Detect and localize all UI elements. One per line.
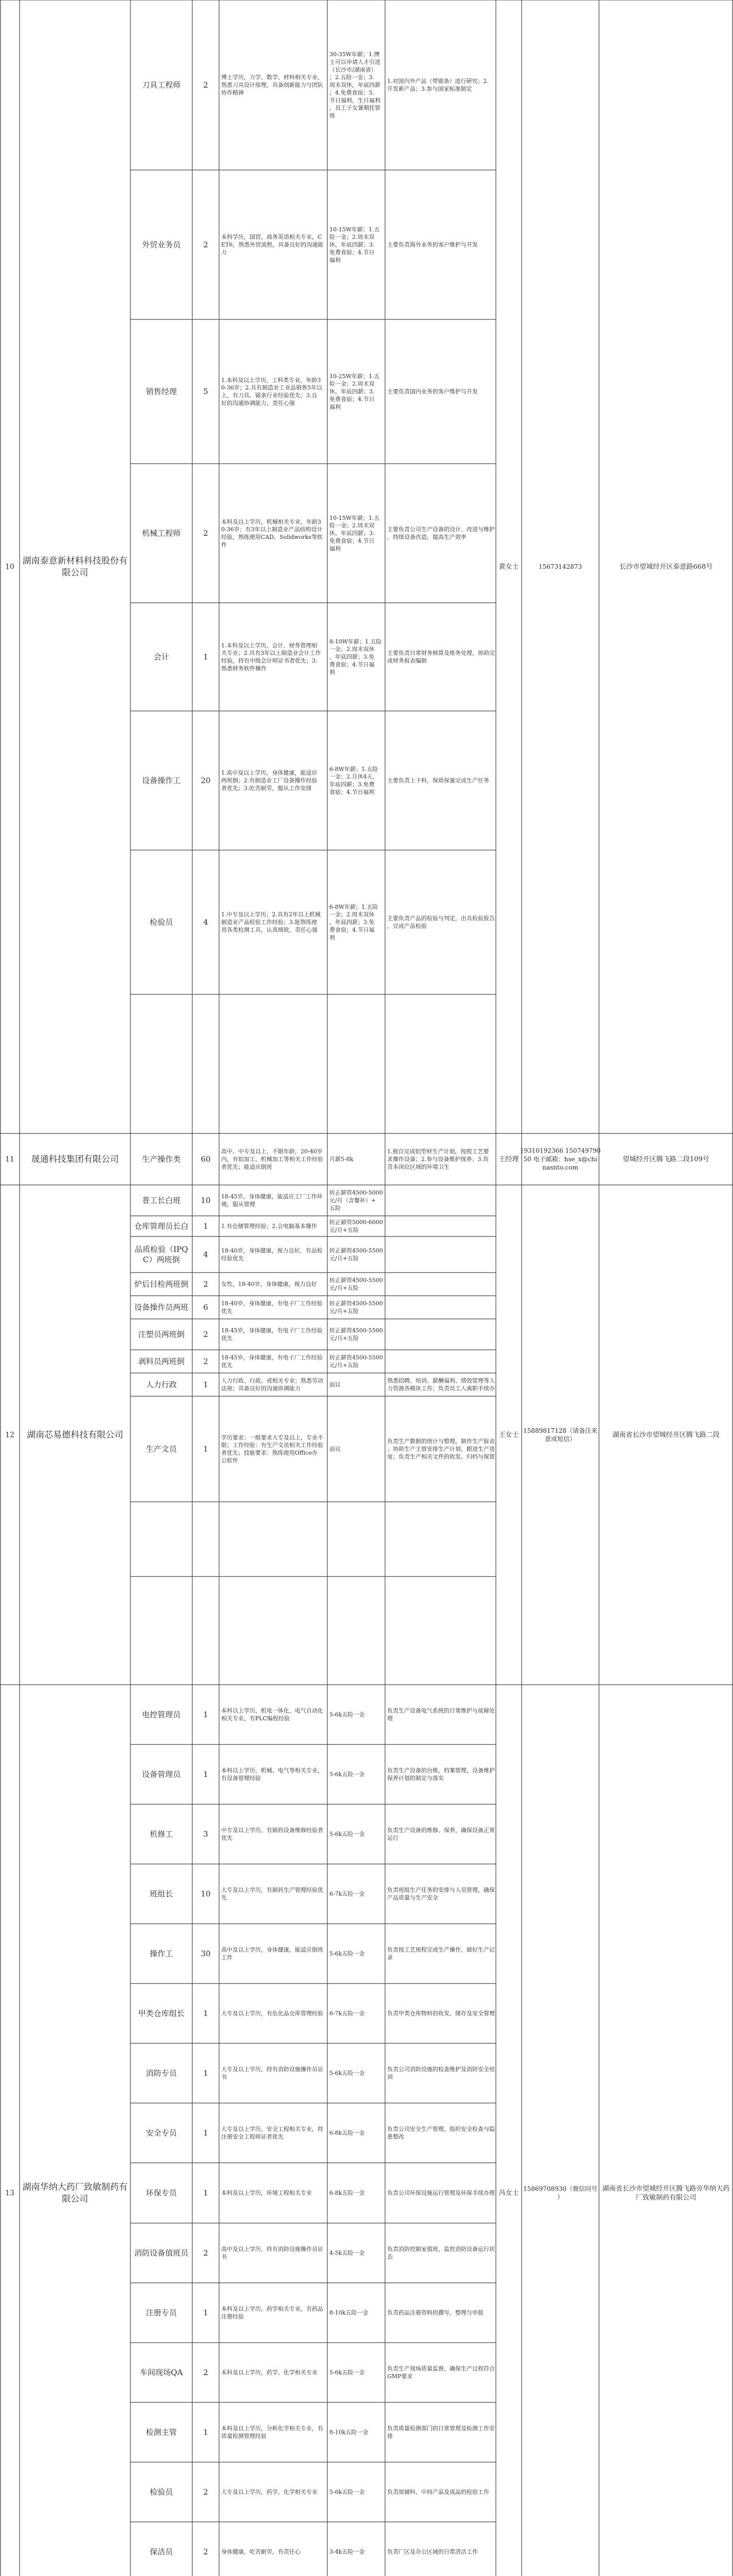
salary-benefits: 转正薪资4500-5500 元/月+五险: [329, 1277, 383, 1292]
headcount: 4: [203, 1249, 208, 1259]
job-duties: 负责班组生产任务的安排与人员管理，确保产品质量与生产安全: [387, 1887, 495, 1901]
job-duties: 负责按工艺规程完成生产操作，做好生产记录: [387, 1946, 495, 1961]
salary-benefits: 转正薪资4500-5500 元/月+五险: [329, 1354, 383, 1369]
salary-benefits: 10-25W年薪；1.五险一金；2.周末双休，年底四薪；3.免费食宿；4.节日福利: [329, 372, 380, 411]
headcount: 10: [201, 1195, 211, 1205]
company-name: 湖南泰意新材料科技股份有限公司: [22, 556, 128, 578]
job-title: 检验员: [149, 917, 173, 927]
job-title: 刀具工程师: [142, 80, 181, 90]
headcount: 1: [203, 1221, 208, 1231]
headcount: 2: [203, 528, 208, 538]
job-title: 销售经理: [145, 386, 177, 396]
job-title: 环保专员: [145, 2188, 177, 2198]
headcount: 5: [203, 386, 208, 396]
job-title: 注塑员两班倒: [138, 1329, 185, 1339]
job-title: 电控管理员: [142, 1709, 181, 1719]
job-duties: 主要负责上下料，保质保量完成生产任务: [387, 777, 489, 784]
salary-benefits: 8-10k五险一金: [329, 2429, 369, 2436]
job-requirements: 大专及以上学历，安全工程相关专业，持注册安全工程师证者优先: [221, 2126, 323, 2140]
job-duties: 主要负责海外业务的客户维护与开发: [387, 241, 478, 248]
headcount: 1: [203, 1380, 208, 1389]
job-requirements: 高中、中专及以上，不限年龄，20-40岁内，有铝加工、机械加工等相关工作经验者优先；能适应倒班: [221, 1148, 323, 1171]
job-title: 普工长白班: [142, 1195, 181, 1205]
company-name: 晟通科技集团有限公司: [31, 1154, 119, 1165]
job-duties: 负责公司环保设施运行管理及环保手续办理: [387, 2190, 495, 2197]
headcount: 60: [201, 1154, 211, 1164]
job-title: 检验员: [149, 2487, 173, 2497]
salary-benefits: 转正薪资4500-5000 元/月（含餐补）+五险: [329, 1189, 383, 1212]
salary-benefits: 5-6k五险一金: [329, 1831, 365, 1838]
job-requirements: 18-45岁，身体健康，有电子厂工作经验优先: [221, 1354, 323, 1369]
job-title: 会计: [153, 652, 170, 662]
salary-benefits: 6-8k五险一金: [329, 2129, 365, 2137]
job-title: 甲类仓库组长: [138, 2008, 185, 2018]
job-requirements: 大专及以上学历，有危化品仓库管理经验: [221, 2010, 323, 2017]
salary-benefits: 3-4k五险一金: [329, 2548, 365, 2555]
salary-benefits: 5-6k五险一金: [329, 2070, 365, 2077]
job-requirements: 本科及以上学历，药学、化学相关专业: [221, 2369, 318, 2376]
job-duties: 主要负责日常财务核算及账务处理，协助完成财务报表编制: [387, 650, 495, 664]
job-requirements: 大专及以上学历，持有消防设施操作员证书: [221, 2066, 323, 2080]
headcount: 2: [203, 2248, 208, 2258]
job-title: 生产文员: [145, 1444, 177, 1454]
job-duties: 负责质量检测部门的日常管理及检测工作安排: [387, 2425, 495, 2439]
job-requirements: 1.本科及以上学历，会计、财务管理相关专业；2.具有3年以上制造业会计工作经验，持有中级会计师证书者优先；3.熟悉财务软件操作: [221, 642, 321, 672]
job-title: 班组长: [149, 1889, 173, 1899]
job-title: 消防设备值班员: [134, 2248, 189, 2258]
job-title: 消防专员: [145, 2068, 177, 2078]
company-name: 湖南芯易德科技有限公司: [27, 1430, 123, 1440]
salary-benefits: 8-10W年薪；1.五险一金；2.周末双休，年底四薪；3.免费食宿；4.节日福利: [329, 638, 382, 676]
job-title: 人力行政: [145, 1380, 177, 1389]
headcount: 2: [203, 1357, 208, 1366]
job-title: 机械工程师: [142, 528, 181, 538]
job-requirements: 本科以上学历，机械、电气等相关专业，有设备管理经验: [221, 1767, 323, 1782]
salary-benefits: 10-15W年薪；1.五险一金；2.周末双休，年底四薪；3.免费食宿；4.节日福利: [329, 226, 380, 264]
job-duties: 负责生产设备的维修、保养，确保设备正常运行: [387, 1827, 495, 1841]
job-title: 仓库管理员长白: [134, 1221, 189, 1231]
job-requirements: 本科及以上学历，药学相关专业，有药品注册经验: [221, 2306, 323, 2320]
contact-person: 王女士: [498, 1431, 519, 1439]
job-duties: 熟悉招聘、培训、薪酬福利、绩效管理等人力资源各模块工作；负责员工入离职手续办: [387, 1377, 495, 1392]
headcount: 1: [203, 2008, 208, 2018]
headcount: 2: [203, 2547, 208, 2556]
company-number: 13: [5, 2189, 14, 2198]
salary-benefits: 转正薪资5000-6000 元/月+五险: [329, 1219, 383, 1233]
job-title: 机修工: [149, 1829, 173, 1839]
headcount: 1: [203, 652, 208, 662]
job-duties: 负责公司消防设施的检查维护及消防安全培训: [387, 2066, 495, 2080]
salary-benefits: 6-8W年薪；1.五险一金；2.月休4天，年底四薪；3.免费食宿；4.节日福利: [329, 766, 378, 795]
job-title: 设备管理员: [142, 1769, 181, 1779]
job-duties: 负责甲类仓库物料的收发、储存及安全管理: [387, 2010, 495, 2017]
salary-benefits: 6-8k五险一金: [329, 2190, 365, 2197]
job-title: 生产操作类: [142, 1154, 181, 1164]
headcount: 20: [201, 775, 211, 785]
company-number: 11: [5, 1155, 14, 1164]
headcount: 2: [203, 240, 208, 249]
job-duties: 负责生产现场质量监督，确保生产过程符合 GMP要求: [387, 2365, 495, 2380]
job-duties: 主要负责国内业务的客户维护与开发: [387, 388, 478, 395]
headcount: 30: [201, 1948, 211, 1958]
work-address: 望城经开区腾飞路二段109号: [623, 1156, 709, 1164]
salary-benefits: 5-6k五险一金: [329, 1950, 365, 1957]
job-requirements: 1.高中及以上学历，身体健康，能适应两班倒；2.有制造业工厂设备操作经验者优先；3.吃苦耐劳，服从工作安排: [221, 769, 318, 792]
job-title: 保洁员: [149, 2547, 173, 2556]
job-title: 车间现场QA: [140, 2367, 183, 2377]
salary-benefits: 5-6k五险一金: [329, 1711, 365, 1718]
job-duties: 主要负责产品的检验与判定，出具检验报告，完成产品检验: [387, 915, 495, 929]
salary-benefits: 转正薪资4500-5500 元/月+五险: [329, 1300, 383, 1315]
job-duties: 负责原辅料、中间产品及成品的检验工作: [387, 2488, 489, 2496]
headcount: 10: [201, 1889, 211, 1899]
company-number: 10: [5, 563, 14, 571]
headcount: 2: [203, 80, 208, 90]
salary-benefits: 8-10k五险一金: [329, 2309, 369, 2316]
job-duties: 负责药品注册资料的撰写、整理与申报: [387, 2309, 484, 2316]
job-duties: 负责生产设备的台账、档案管理，设备维护保养计划的制定与落实: [387, 1767, 495, 1782]
job-title: 设备操作员两班: [134, 1302, 189, 1312]
salary-benefits: 6-7k五险一金: [329, 2010, 365, 2017]
salary-benefits: 4-5k五险一金: [329, 2249, 365, 2257]
salary-benefits: 面议: [329, 1381, 341, 1388]
job-duties: 1.对国内外产品（带锯条）进行研究；2.开发新产品；3.参与国家标准制定: [387, 78, 489, 92]
contact-person: 王经理: [498, 1156, 519, 1164]
work-address: 湖南省长沙市望城经开区腾飞路旁华纳大药厂致敏制药有限公司: [602, 2184, 730, 2202]
job-duties: 主要负责公司生产设备的设计、改进与维护，持续设备改造，提高生产效率: [387, 526, 495, 540]
job-duties: 负责公司安全生产管理，组织安全检查与隐患整改: [387, 2126, 495, 2140]
contact-phone: 19310192366 150749790 50 电子邮箱：hse_x@chi nasnto.com: [520, 1147, 601, 1172]
salary-benefits: 5-6k五险一金: [329, 2488, 365, 2496]
headcount: 1: [203, 2427, 208, 2437]
contact-person: 黄女士: [498, 563, 519, 571]
contact-phone: 15889817128（请备注来意或短信）: [523, 1427, 597, 1443]
job-requirements: 1.有仓储管理经验；2.会电脑基本操作: [221, 1223, 317, 1230]
company-number: 12: [5, 1431, 14, 1439]
salary-benefits: 5-6k五险一金: [329, 2369, 365, 2376]
job-requirements: 大专及以上学历，药学、化学相关专业: [221, 2488, 318, 2496]
job-requirements: 18-40岁，身体健康，有电子厂工作经验优先: [221, 1300, 323, 1315]
headcount: 2: [203, 2367, 208, 2377]
work-address: 长沙市望城经开区泰意路668号: [619, 563, 713, 571]
company-name: 湖南华纳大药厂致敏制药有限公司: [22, 2182, 128, 2205]
salary-benefits: 6-8W年薪；1.五险一金；2.周末双休，年底四薪；3.免费食宿；4.节日福利: [329, 903, 378, 941]
job-title: 外贸业务员: [142, 240, 181, 249]
job-title: 剥料员两班倒: [138, 1357, 185, 1366]
job-requirements: 本科以上学历，机电一体化、电气自动化相关专业，有PLC编程经验: [221, 1707, 323, 1722]
job-title: 品质检验（IPQ C）两班倒: [135, 1244, 188, 1264]
salary-benefits: 月薪5-8k: [329, 1156, 354, 1163]
job-requirements: 人力行政、行政、或相关专业；熟悉劳动法规；具备良好的沟通协调能力: [221, 1377, 323, 1392]
headcount: 1: [203, 1709, 208, 1719]
job-title: 检测主管: [145, 2427, 177, 2437]
salary-benefits: 6-7k五险一金: [329, 1890, 365, 1897]
job-duties: 1.独自完成铝型材生产计划，按照工艺要求操作设备；2.参与设备维护保养；3.负责本岗位区域的环境卫生: [387, 1148, 489, 1171]
job-requirements: 18-45岁，身体健康，有电子厂工作经验优先: [221, 1327, 323, 1342]
contact-phone: 15869708930（微信同号）: [523, 2185, 597, 2201]
job-requirements: 1.中专及以上学历；2.具有2年以上机械制造业产品检验工作经验；3.能熟练使用各类检测工具，认真细致，责任心强: [221, 911, 321, 934]
headcount: 1: [203, 2128, 208, 2138]
headcount: 1: [203, 2308, 208, 2317]
job-requirements: 本科学历，国贸、商务英语相关专业，C ET6，熟悉外贸流程，具备良好的沟通能力: [221, 233, 324, 256]
headcount: 6: [203, 1302, 208, 1312]
job-requirements: 高中及以上学历，持有消防设施操作员证书: [221, 2246, 323, 2260]
job-duties: 负责生产设备电气系统的日常维护与故障处理: [387, 1707, 495, 1722]
job-requirements: 身体健康，吃苦耐劳，有责任心: [221, 2548, 301, 2555]
headcount: 2: [203, 1329, 208, 1339]
job-requirements: 本科及以上学历，分析化学相关专业，有质量检测管理经验: [221, 2425, 323, 2439]
job-title: 炉后目检两班倒: [134, 1279, 189, 1289]
salary-benefits: 30-35W年薪；1.博士可以申请人才引进（长沙市/湖南省）；2.五险一金；3.周末双休，年底四薪；4.免费食宿；5.节日福利，生日福利，员工子女暑期托管班: [329, 51, 380, 119]
salary-benefits: 转正薪资4500-5500 元/月+五险: [329, 1247, 383, 1262]
job-title: 操作工: [149, 1948, 173, 1958]
job-requirements: 本科及以上学历，环境工程相关专业: [221, 2190, 312, 2197]
job-title: 注册专员: [145, 2308, 177, 2317]
headcount: 2: [203, 1279, 208, 1289]
job-requirements: 中专及以上学历，有制药设备维修经验者优先: [221, 1827, 323, 1841]
headcount: 2: [203, 2487, 208, 2497]
work-address: 湖南省长沙市望城经开区腾飞路二段: [612, 1431, 720, 1439]
salary-benefits: 面议: [329, 1446, 341, 1453]
headcount: 1: [203, 2068, 208, 2078]
job-requirements: 本科及以上学历，机械相关专业，年龄3 0-36岁；有3年以上制造业产品结构设计经验，熟练使用CAD、Solidworks等软件: [221, 518, 323, 548]
headcount: 4: [203, 917, 208, 927]
job-requirements: 1.本科及以上学历，工科类专业，年龄3 0-36岁；2.具有制造业工业品销售5年以上，有刀具、锯条行业经验优先；3.良好的沟通协调能力，责任心强: [221, 377, 323, 406]
job-duties: 负责厂区及办公区域的日常清洁工作: [387, 2548, 478, 2555]
headcount: 1: [203, 1444, 208, 1454]
headcount: 1: [203, 2188, 208, 2198]
job-duties: 负责生产数据的统计与整理，制作生产报表；协助生产主管安排生产计划，跟进生产进度；负责生产相关文件的收发、归档与保管: [387, 1438, 495, 1460]
job-requirements: 学历要求：一般要求大专及以上，专业不限；工作经验：有生产文员相关工作经验者优先；技能要求：熟练使用Office办公软件: [221, 1434, 323, 1464]
job-requirements: 18-40岁，身体健康，视力良好，有品检经验优先: [221, 1247, 323, 1262]
job-requirements: 18-45岁，身体健康，能适应工厂工作环境，服从管理: [221, 1193, 323, 1208]
headcount: 1: [203, 1769, 208, 1779]
job-requirements: 高中及以上学历，身体健康，能适应倒班工作: [221, 1946, 323, 1961]
job-requirements: 大专及以上学历，有制药生产管理经验优先: [221, 1887, 323, 1901]
job-title: 设备操作工: [142, 775, 181, 785]
job-requirements: 女性，18-40岁，身体健康，视力良好: [221, 1281, 317, 1288]
contact-phone: 15673142873: [539, 563, 582, 570]
salary-benefits: 转正薪资4500-5500 元/月+五险: [329, 1327, 383, 1342]
salary-benefits: 5-6k五险一金: [329, 1771, 365, 1778]
job-duties: 负责消防控制室值班，监控消防设备运行状态: [387, 2246, 495, 2260]
headcount: 3: [203, 1829, 208, 1839]
job-title: 安全专员: [145, 2128, 177, 2138]
job-requirements: 博士学历，力学、数学、材料相关专业，熟悉刀具设计原理，具备创新能力与团队协作精神: [221, 74, 323, 96]
contact-person: 冯女士: [498, 2189, 519, 2197]
salary-benefits: 10-15W年薪；1.五险一金；2.周末双休，年底四薪；3.免费食宿；4.节日福利: [329, 514, 380, 552]
